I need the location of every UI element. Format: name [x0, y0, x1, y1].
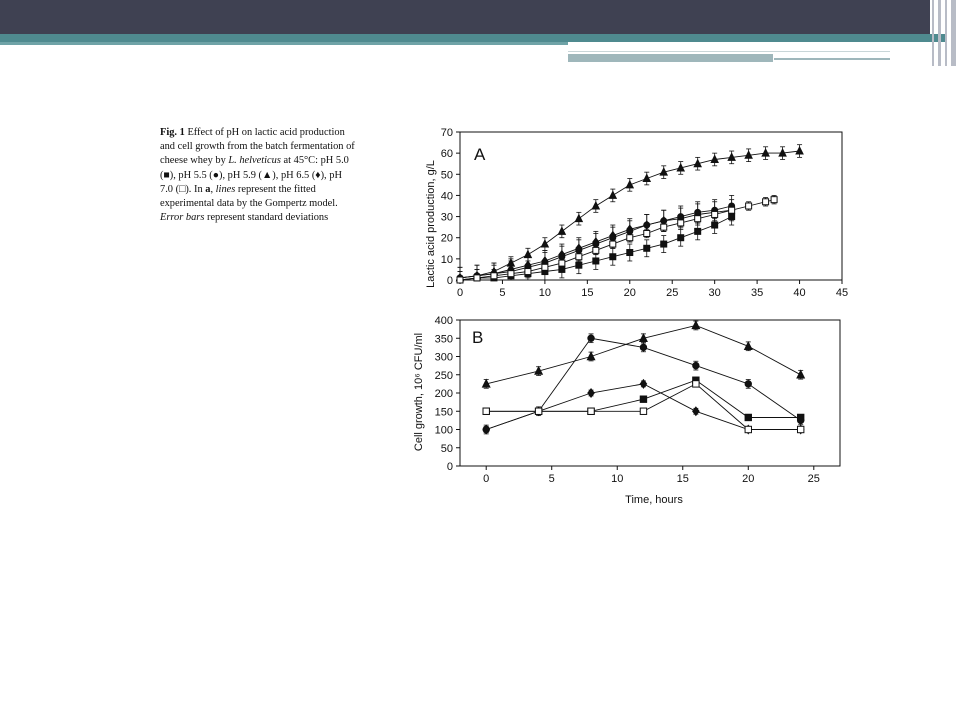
series-line-diamond — [486, 384, 801, 430]
data-point-circle — [745, 381, 751, 387]
data-point-open-square — [491, 273, 497, 279]
y-tick-label: 400 — [434, 315, 453, 327]
caption-organism: L. helveticus — [228, 155, 281, 167]
data-point-circle — [644, 222, 650, 228]
panel-label: A — [474, 145, 486, 164]
x-tick-label: 5 — [548, 473, 555, 485]
data-point-triangle — [796, 147, 803, 154]
data-point-square — [640, 396, 646, 402]
y-tick-label: 70 — [440, 127, 453, 139]
data-point-square — [644, 245, 650, 251]
figure-caption — [160, 126, 355, 225]
data-point-triangle — [745, 342, 752, 349]
data-point-open-square — [588, 408, 594, 414]
caption-text: represent standard deviations — [206, 212, 329, 224]
x-tick-label: 25 — [807, 473, 820, 485]
series-line-open-square — [460, 200, 774, 280]
data-point-circle — [693, 362, 699, 368]
x-tick-label: 45 — [835, 287, 849, 299]
chart-cell-growth — [410, 312, 850, 512]
x-tick-label: 0 — [483, 473, 490, 485]
chart-lactic-acid-production — [410, 122, 850, 310]
data-point-triangle — [541, 240, 548, 247]
data-point-square — [695, 228, 701, 234]
data-point-triangle — [692, 321, 699, 328]
data-point-open-square — [644, 230, 650, 236]
data-point-square — [627, 250, 633, 256]
caption-text: , — [210, 183, 214, 195]
y-tick-label: 10 — [440, 253, 453, 266]
data-point-triangle — [762, 149, 769, 156]
y-tick-label: 0 — [446, 275, 453, 287]
caption-error-bars-word: Error bars — [160, 212, 205, 224]
decorative-rails — [930, 0, 960, 66]
x-tick-label: 5 — [499, 287, 506, 299]
data-point-triangle — [575, 215, 582, 222]
y-tick-label: 60 — [440, 148, 453, 161]
data-point-triangle — [558, 227, 565, 234]
caption-lines-word: lines — [215, 183, 236, 195]
caption-text: represent the fitted experimental data by the Gompertz model. — [160, 183, 338, 210]
divider-line — [568, 51, 890, 52]
data-point-open-square — [610, 241, 616, 247]
divider-bar-short — [774, 58, 890, 60]
y-tick-label: 150 — [434, 406, 453, 419]
y-tick-label: 40 — [440, 190, 453, 203]
x-tick-label: 25 — [666, 287, 679, 299]
x-tick-label: 15 — [581, 287, 594, 299]
data-point-square — [745, 414, 751, 420]
data-point-open-square — [535, 408, 541, 414]
y-axis-label: Lactic acid production, g/L — [425, 160, 437, 288]
data-point-square — [661, 241, 667, 247]
divider-bar — [568, 54, 773, 62]
data-point-open-square — [483, 408, 489, 414]
y-tick-label: 250 — [434, 369, 453, 382]
data-point-open-square — [693, 381, 699, 387]
y-tick-label: 50 — [440, 169, 453, 182]
data-point-triangle — [609, 191, 616, 198]
data-point-open-square — [559, 260, 565, 266]
data-point-square — [678, 235, 684, 241]
series-line-open-square — [486, 384, 801, 430]
data-point-open-square — [593, 247, 599, 253]
data-point-circle — [588, 335, 594, 341]
x-tick-label: 20 — [623, 287, 636, 299]
data-point-open-square — [457, 277, 463, 283]
data-point-triangle — [797, 371, 804, 378]
x-tick-label: 10 — [538, 287, 552, 299]
data-point-open-square — [640, 408, 646, 414]
y-axis-label: Cell growth, 10⁶ CFU/ml — [413, 332, 425, 452]
data-point-open-square — [576, 254, 582, 260]
accent-strip-lower — [0, 42, 568, 45]
y-tick-label: 200 — [434, 388, 453, 400]
caption-text: Effect of pH on lactic acid production and cell growth from the batch fermentation of cheese whey by — [160, 127, 355, 167]
caption-figure-label: Fig. 1 — [160, 127, 185, 138]
x-tick-label: 0 — [456, 287, 464, 299]
y-tick-label: 50 — [440, 442, 453, 455]
data-point-open-square — [745, 426, 751, 432]
x-tick-label: 20 — [742, 473, 755, 485]
data-point-open-square — [661, 224, 667, 230]
data-point-open-square — [712, 211, 718, 217]
caption-panel-ref: a — [205, 183, 211, 195]
data-point-open-square — [797, 426, 803, 432]
data-point-open-square — [729, 207, 735, 213]
y-tick-label: 350 — [434, 333, 453, 346]
data-point-open-square — [746, 203, 752, 209]
x-tick-label: 10 — [611, 473, 624, 485]
x-axis-label: Time, hours — [625, 494, 683, 506]
data-point-square — [712, 222, 718, 228]
data-point-open-square — [678, 220, 684, 226]
data-point-square — [797, 414, 803, 420]
data-point-open-square — [474, 275, 480, 281]
data-point-square — [610, 254, 616, 260]
data-point-open-square — [763, 199, 769, 205]
panel-label: B — [472, 328, 484, 347]
x-tick-label: 35 — [750, 287, 764, 299]
accent-strip — [0, 34, 945, 42]
data-point-open-square — [542, 264, 548, 270]
y-tick-label: 100 — [434, 424, 453, 437]
data-point-open-square — [525, 269, 531, 275]
slide-title-bar — [0, 0, 930, 34]
data-point-triangle — [592, 202, 599, 209]
y-tick-label: 0 — [446, 461, 453, 473]
plot-frame — [460, 320, 840, 466]
data-point-square — [576, 262, 582, 268]
y-tick-label: 20 — [440, 232, 453, 245]
y-tick-label: 30 — [440, 211, 453, 224]
x-tick-label: 40 — [793, 287, 806, 299]
data-point-open-square — [627, 235, 633, 241]
data-point-open-square — [771, 197, 777, 203]
x-tick-label: 15 — [676, 473, 689, 485]
x-tick-label: 30 — [708, 287, 721, 299]
data-point-square — [593, 258, 599, 264]
y-tick-label: 300 — [434, 351, 453, 364]
caption-text: at 45°C: pH 5.0 (■), pH 5.5 (●), pH 5.9 (▲), pH 6.5 (♦), pH 7.0 (□). In — [160, 155, 349, 195]
data-point-open-square — [508, 271, 514, 277]
data-point-circle — [640, 344, 646, 350]
data-point-open-square — [695, 216, 701, 222]
